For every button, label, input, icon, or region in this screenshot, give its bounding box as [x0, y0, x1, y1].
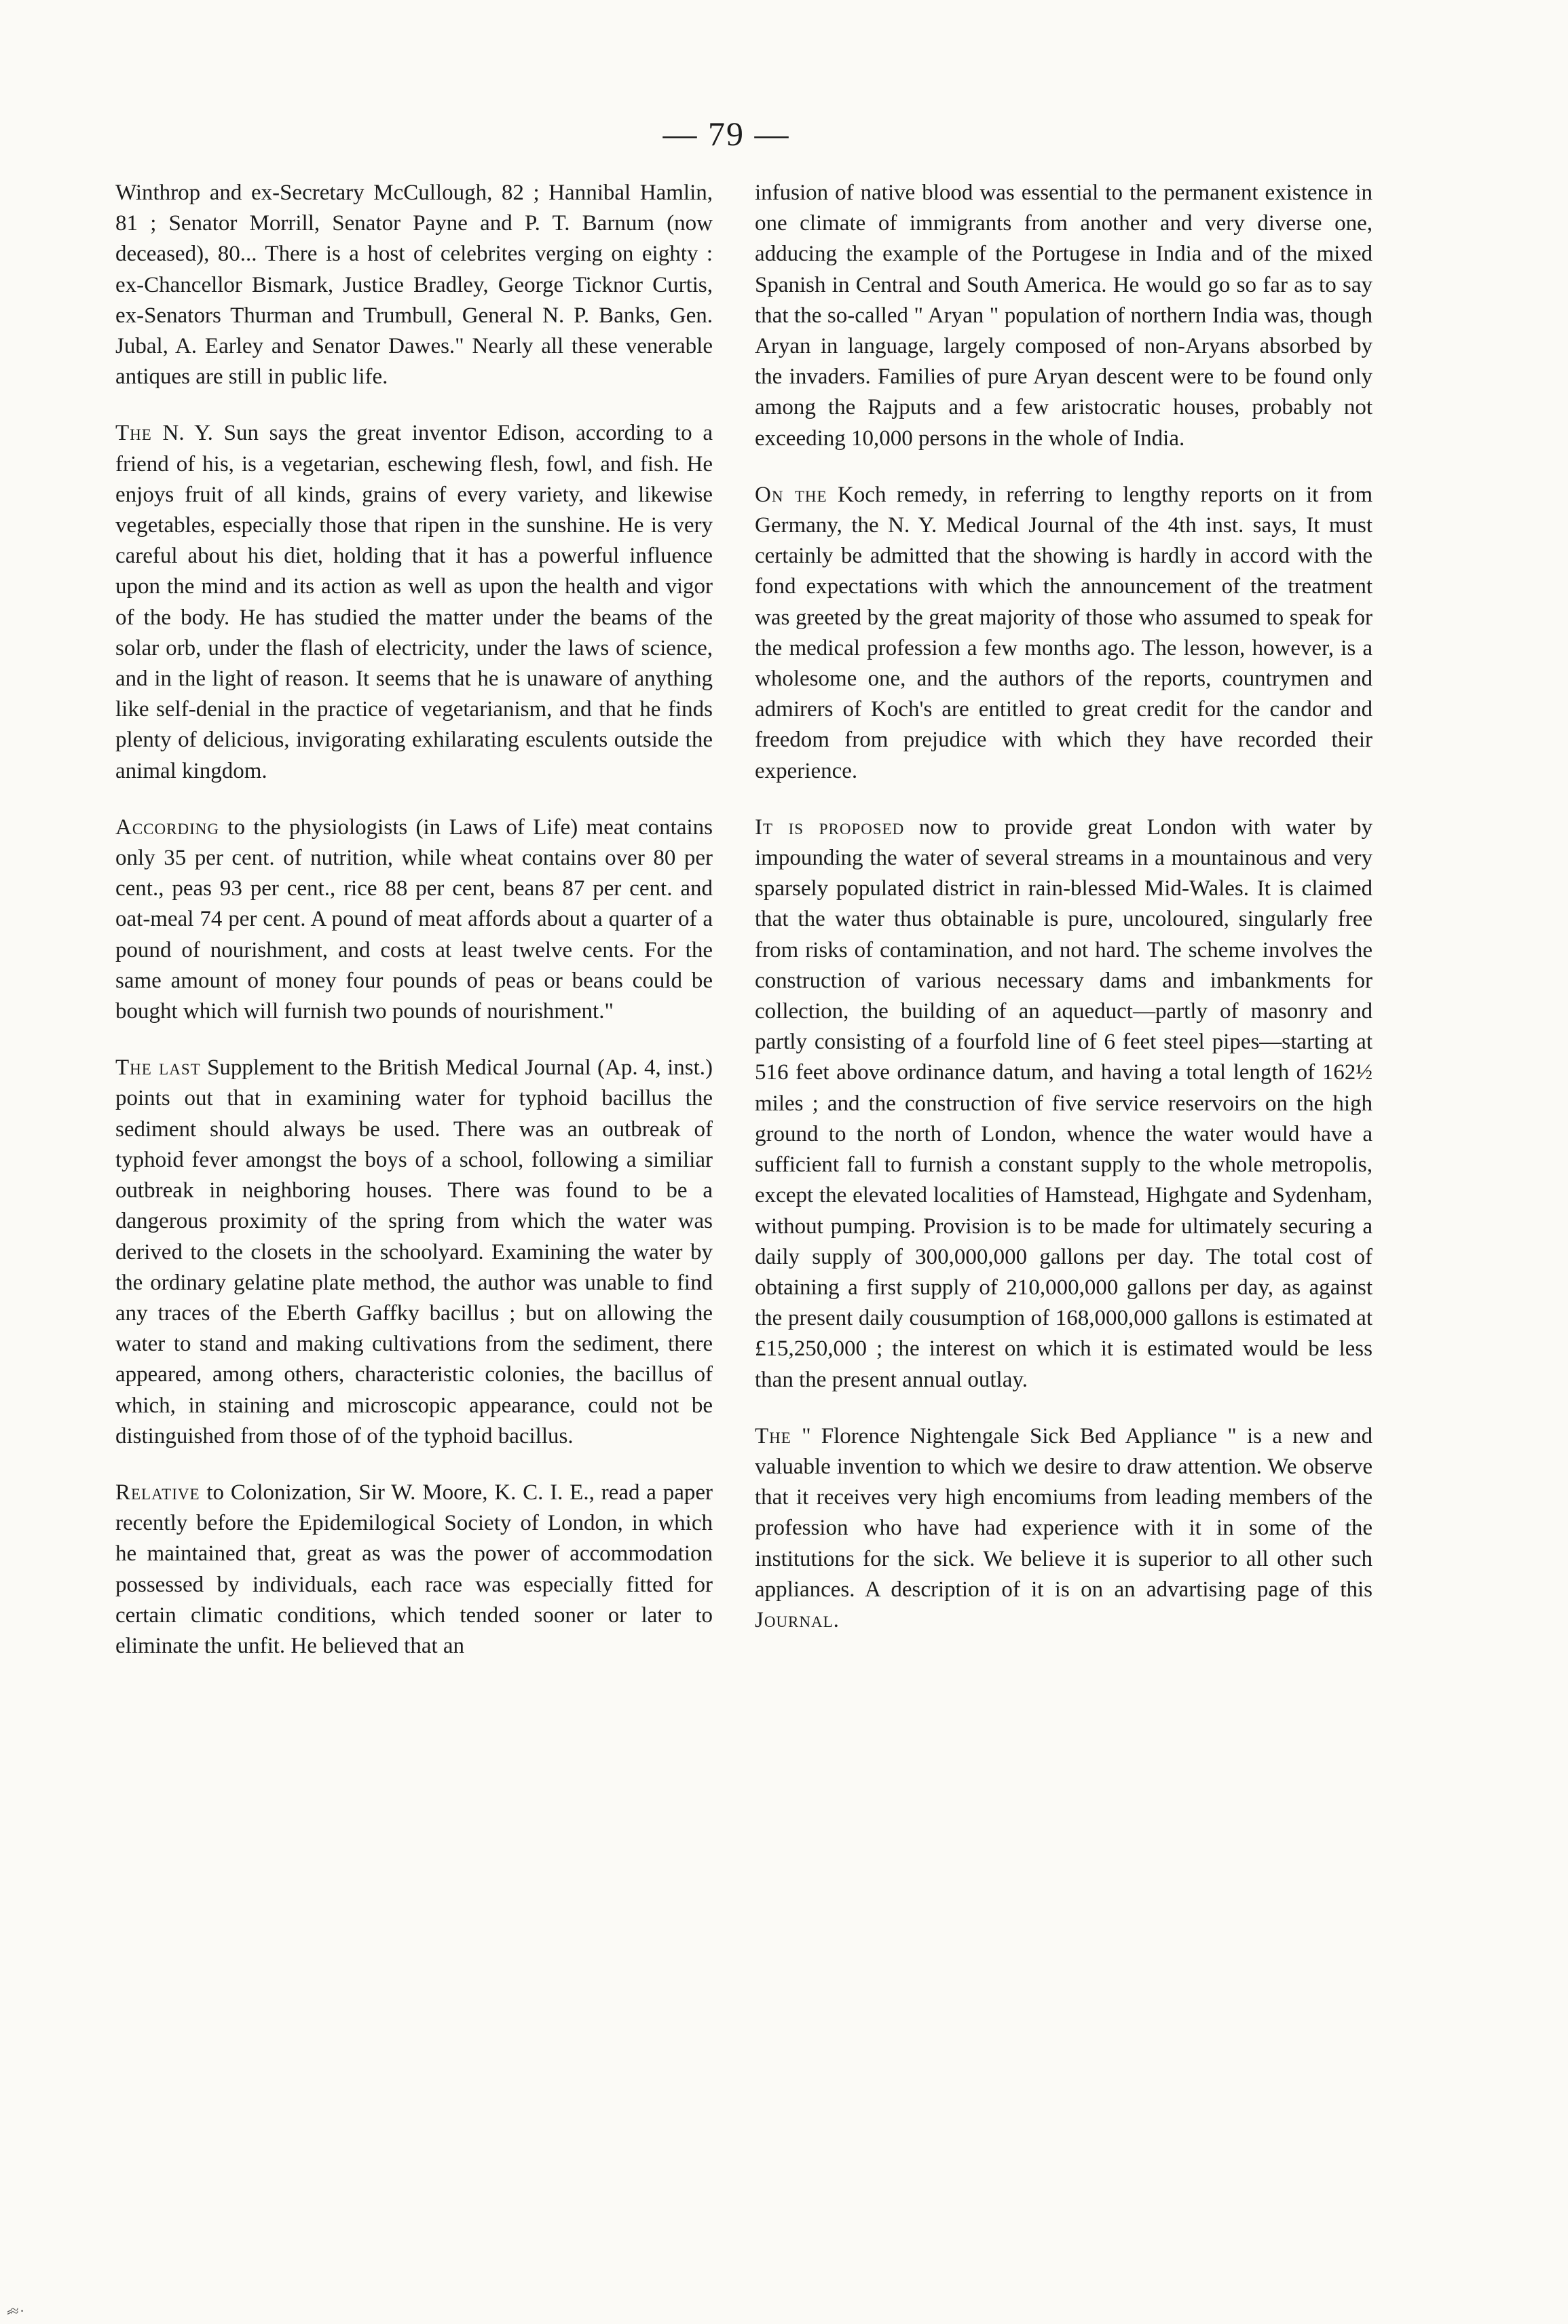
lead-in: The last — [115, 1055, 201, 1081]
paragraph-text: Supplement to the British Medical Journal (Ap. 4, inst.) points out that in examining water for typhoid bacillus the sediment should always be used. There was an outbreak of typhoid fever amongst the boys of a school, following a similiar outbreak in neighboring houses. There was found to be a dangerous proximity of the spring from which the water was derived to the closets in the schoolyard. Examining the water by the ordinary gelatine plate method, the author was unable to find any traces of the Eberth Gaffky bacillus ; but on allowing the water to stand and making cultivations from the sediment, there appeared, among others, characteristic colonies, the bacillus of which, in staining and microscopic appearance, could not be distinguished from those of of the typhoid bacillus. — [115, 1055, 713, 1448]
paragraph-aryan: infusion of native blood was essential to the permanent existence in one climate of immigrants from another and very diverse one, adducing the example of the Portugese in India and of the mixed Spanish in Central and South America. He would go so far as to say that the so-called " Aryan " population of northern India was, though Aryan in language, largely composed of non-Aryans absorbed by the invaders. Families of pure Aryan descent were to be found only among the Rajputs and a few aristocratic houses, probably not exceeding 10,000 persons in the whole of India. — [755, 181, 1373, 451]
paragraph-typhoid — [115, 1053, 713, 1452]
paragraph-colonization — [115, 1478, 713, 1662]
lead-in: Relative — [115, 1480, 200, 1505]
paragraph-text: to Colonization, Sir W. Moore, K. C. I. E., read a paper recently before the Epidemilogical Society of London, in which he maintained that, great as was the power of accommodation possessed by individuals, each race was especially fitted for certain climatic conditions, which tended sooner or later to eliminate the unfit. He believed that an — [115, 1480, 713, 1658]
lead-in: It is proposed — [755, 814, 905, 840]
paragraph-edison — [115, 418, 713, 786]
page-number: — 79 — — [662, 115, 790, 153]
paragraph-physiologists — [115, 812, 713, 1027]
left-column — [115, 178, 713, 1687]
lead-in: On the — [755, 482, 827, 507]
paragraph-nightengale — [755, 1421, 1373, 1636]
right-column — [755, 178, 1373, 1662]
page-ornament: ⸗≈ · — [7, 2302, 24, 2319]
journal-word: Journal. — [755, 1607, 840, 1632]
paragraph-winthrop: Winthrop and ex-Secretary McCullough, 82 ; Hannibal Hamlin, 81 ; Senator Morrill, Senator Payne and P. T. Barnum (now deceased), 80... There is a host of celebrites verging on eighty : ex-Chancellor Bismark, Justice Bradley, George Ticknor Curtis, ex-Senators Thurman and Trumbull, General N. P. Banks, Gen. Jubal, A. Earley and Senator Dawes." Nearly all these venerable antiques are still in public life. — [115, 181, 713, 390]
paragraph-text: now to provide great London with water by impounding the water of several streams in a mountainous and very sparsely populated district in rain-blessed Mid-Wales. It is claimed that the water thus obtainable is pure, uncoloured, singularly free from risks of contamination, and not hard. The scheme involves the construction of various necessary dams and imbankments for collection, the building of an aqueduct—partly of masonry and partly consisting of a fourfold line of 6 feet steel pipes—starting at 516 feet above ordinance datum, and having a total length of 162½ miles ; and the construction of five service reservoirs on the high ground to the north of London, whence the water would have a sufficient fall to furnish a constant supply to the whole metropolis, except the elevated localities of Hamstead, Highgate and Sydenham, without pumping. Provision is to be made for ultimately securing a daily supply of 300,000,000 gallons per day. The total cost of obtaining a first supply of 210,000,000 gallons per day, as against the present daily cousumption of 168,000,000 gallons is estimated at £15,250,000 ; the interest on which it is estimated would be less than the present annual outlay. — [755, 814, 1373, 1392]
paragraph-text: to the physiologists (in Laws of Life) meat contains only 35 per cent. of nutrition, while wheat contains over 80 per cent., peas 93 per cent., rice 88 per cent, beans 87 per cent. and oat-meal 74 per cent. A pound of meat affords about a quarter of a pound of nourishment, and costs at least twelve cents. For the same amount of money four pounds of peas or beans could be bought which will furnish two pounds of nourishment." — [115, 814, 713, 1024]
paragraph-text: " Florence Nightengale Sick Bed Appliance " is a new and valuable invention to which we desire to draw attention. We observe that it receives very high encomiums from leading members of the profession who have had experience with it in some of the institutions for the sick. We believe it is superior to all other such appliances. A description of it is on an advartising page of this — [755, 1423, 1373, 1602]
lead-in: The — [755, 1423, 791, 1448]
paragraph-text: Koch remedy, in referring to lengthy reports on it from Germany, the N. Y. Medical Journal of the 4th inst. says, It must certainly be admitted that the showing is hardly in accord with the fond expectations with which the announcement of the treatment was greeted by the great majority of those who assumed to speak for the medical profession a few months ago. The lesson, however, is a wholesome one, and the authors of the reports, countrymen and admirers of Koch's are entitled to great credit for the candor and freedom from prejudice with which they have recorded their experience. — [755, 482, 1373, 783]
lead-in: The — [115, 421, 152, 446]
lead-in: According — [115, 814, 219, 840]
paragraph-koch — [755, 480, 1373, 787]
paragraph-london-water — [755, 812, 1373, 1395]
paragraph-text: N. Y. Sun says the great inventor Edison, according to a friend of his, is a vegetarian, eschewing flesh, fowl, and fish. He enjoys fruit of all kinds, grains of every variety, and likewise vegetables, especially those that ripen in the sunshine. He is very careful about his diet, holding that it has a powerful influence upon the mind and its action as well as upon the health and vigor of the body. He has studied the matter under the beams of the solar orb, under the flash of electricity, under the laws of science, and in the light of reason. It seems that he is unaware of anything like self-denial in the practice of vegetarianism, and that he finds plenty of delicious, invigorating exhilarating esculents outside the animal kingdom. — [115, 421, 713, 783]
